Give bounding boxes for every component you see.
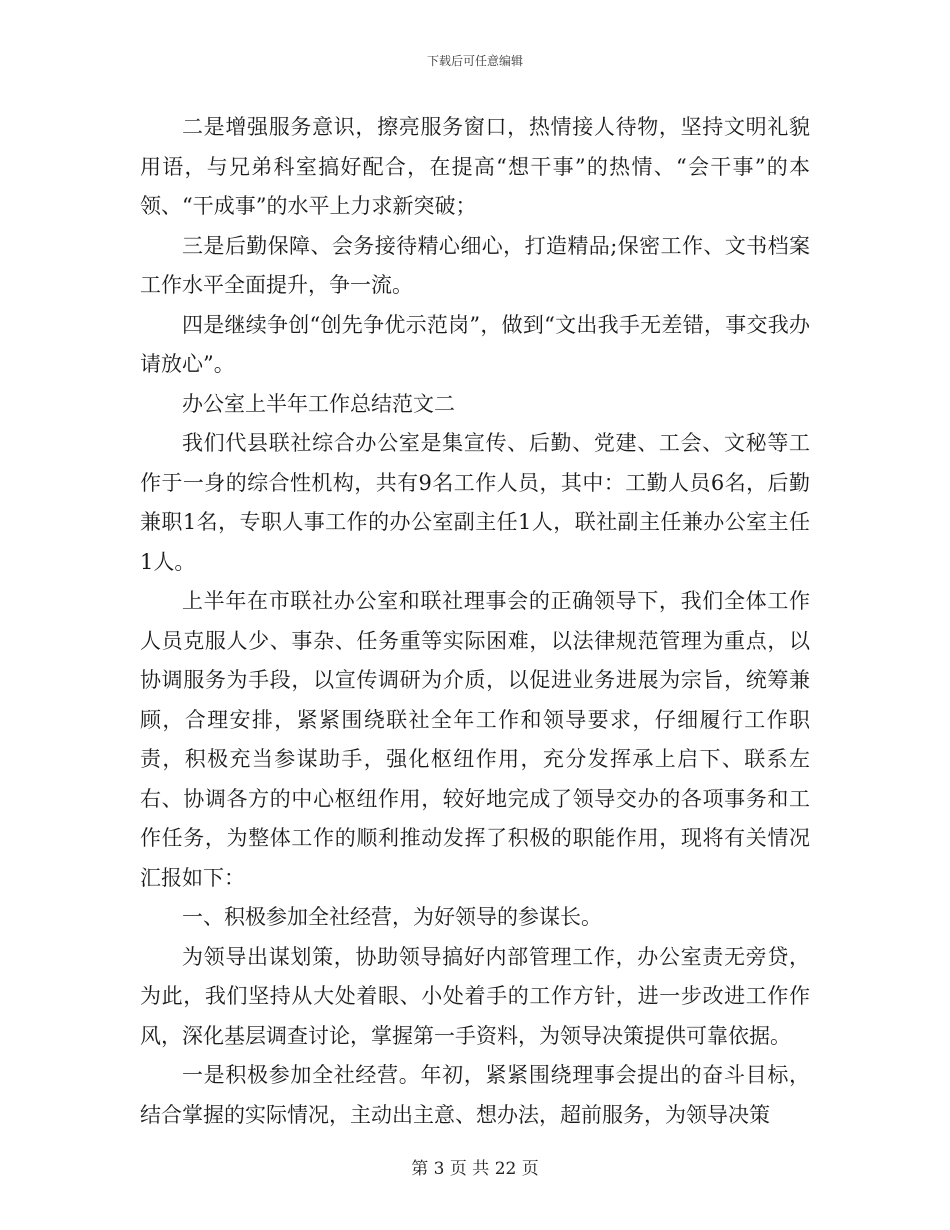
page-header-note: 下载后可任意编辑 [426, 54, 523, 68]
paragraph: 三是后勤保障、会务接待精心细心，打造精品;保密工作、文书档案工作水平全面提升，争一流。 [140, 233, 810, 297]
paragraph: 四是继续争创“创先争优示范岗”，做到“文出我手无差错，事交我办请放心”。 [140, 312, 810, 376]
paragraph: 二是增强服务意识，擦亮服务窗口，热情接人待物，坚持文明礼貌用语，与兄弟科室搞好配合，在提高“想干事”的热情、“会干事”的本领、“干成事”的水平上力求新突破； [140, 115, 810, 218]
section-heading: 一、积极参加全社经营，为好领导的参谋长。 [182, 905, 602, 929]
document-body [140, 108, 810, 1135]
page-footer [0, 1154, 950, 1179]
paragraph: 一是积极参加全社经营。年初，紧紧围绕理事会提出的奋斗目标，结合掌握的实际情况，主动出主意、想办法，超前服务，为领导决策 [140, 1063, 810, 1127]
page-number-label: 第 3 页 共 22 页 [411, 1159, 539, 1179]
paragraph: 上半年在市联社办公室和联社理事会的正确领导下，我们全体工作人员克服人少、事杂、任务重等实际困难，以法律规范管理为重点，以协调服务为手段，以宣传调研为介质，以促进业务进展为宗旨，统筹兼顾，合理安排，紧紧围绕联社全年工作和领导要求，仔细履行工作职责，积极充当参谋助手，强化枢纽作用，充分发挥承上启下、联系左右、协调各方的中心枢纽作用，较好地完成了领导交办的各项事务和工作任务，为整体工作的顺利推动发挥了积极的职能作用，现将有关情况汇报如下： [140, 589, 810, 890]
section-title: 办公室上半年工作总结范文二 [182, 391, 455, 416]
paragraph: 我们代县联社综合办公室是集宣传、后勤、党建、工会、文秘等工作于一身的综合性机构，共有9名工作人员，其中：工勤人员6名，后勤兼职1名，专职人事工作的办公室副主任1人，联社副主任兼办公室主任1人。 [140, 431, 810, 574]
paragraph: 为领导出谋划策，协助领导搞好内部管理工作，办公室责无旁贷，为此，我们坚持从大处着眼、小处着手的工作方针，进一步改进工作作风，深化基层调查讨论，掌握第一手资料，为领导决策提供可靠依据。 [140, 944, 810, 1048]
